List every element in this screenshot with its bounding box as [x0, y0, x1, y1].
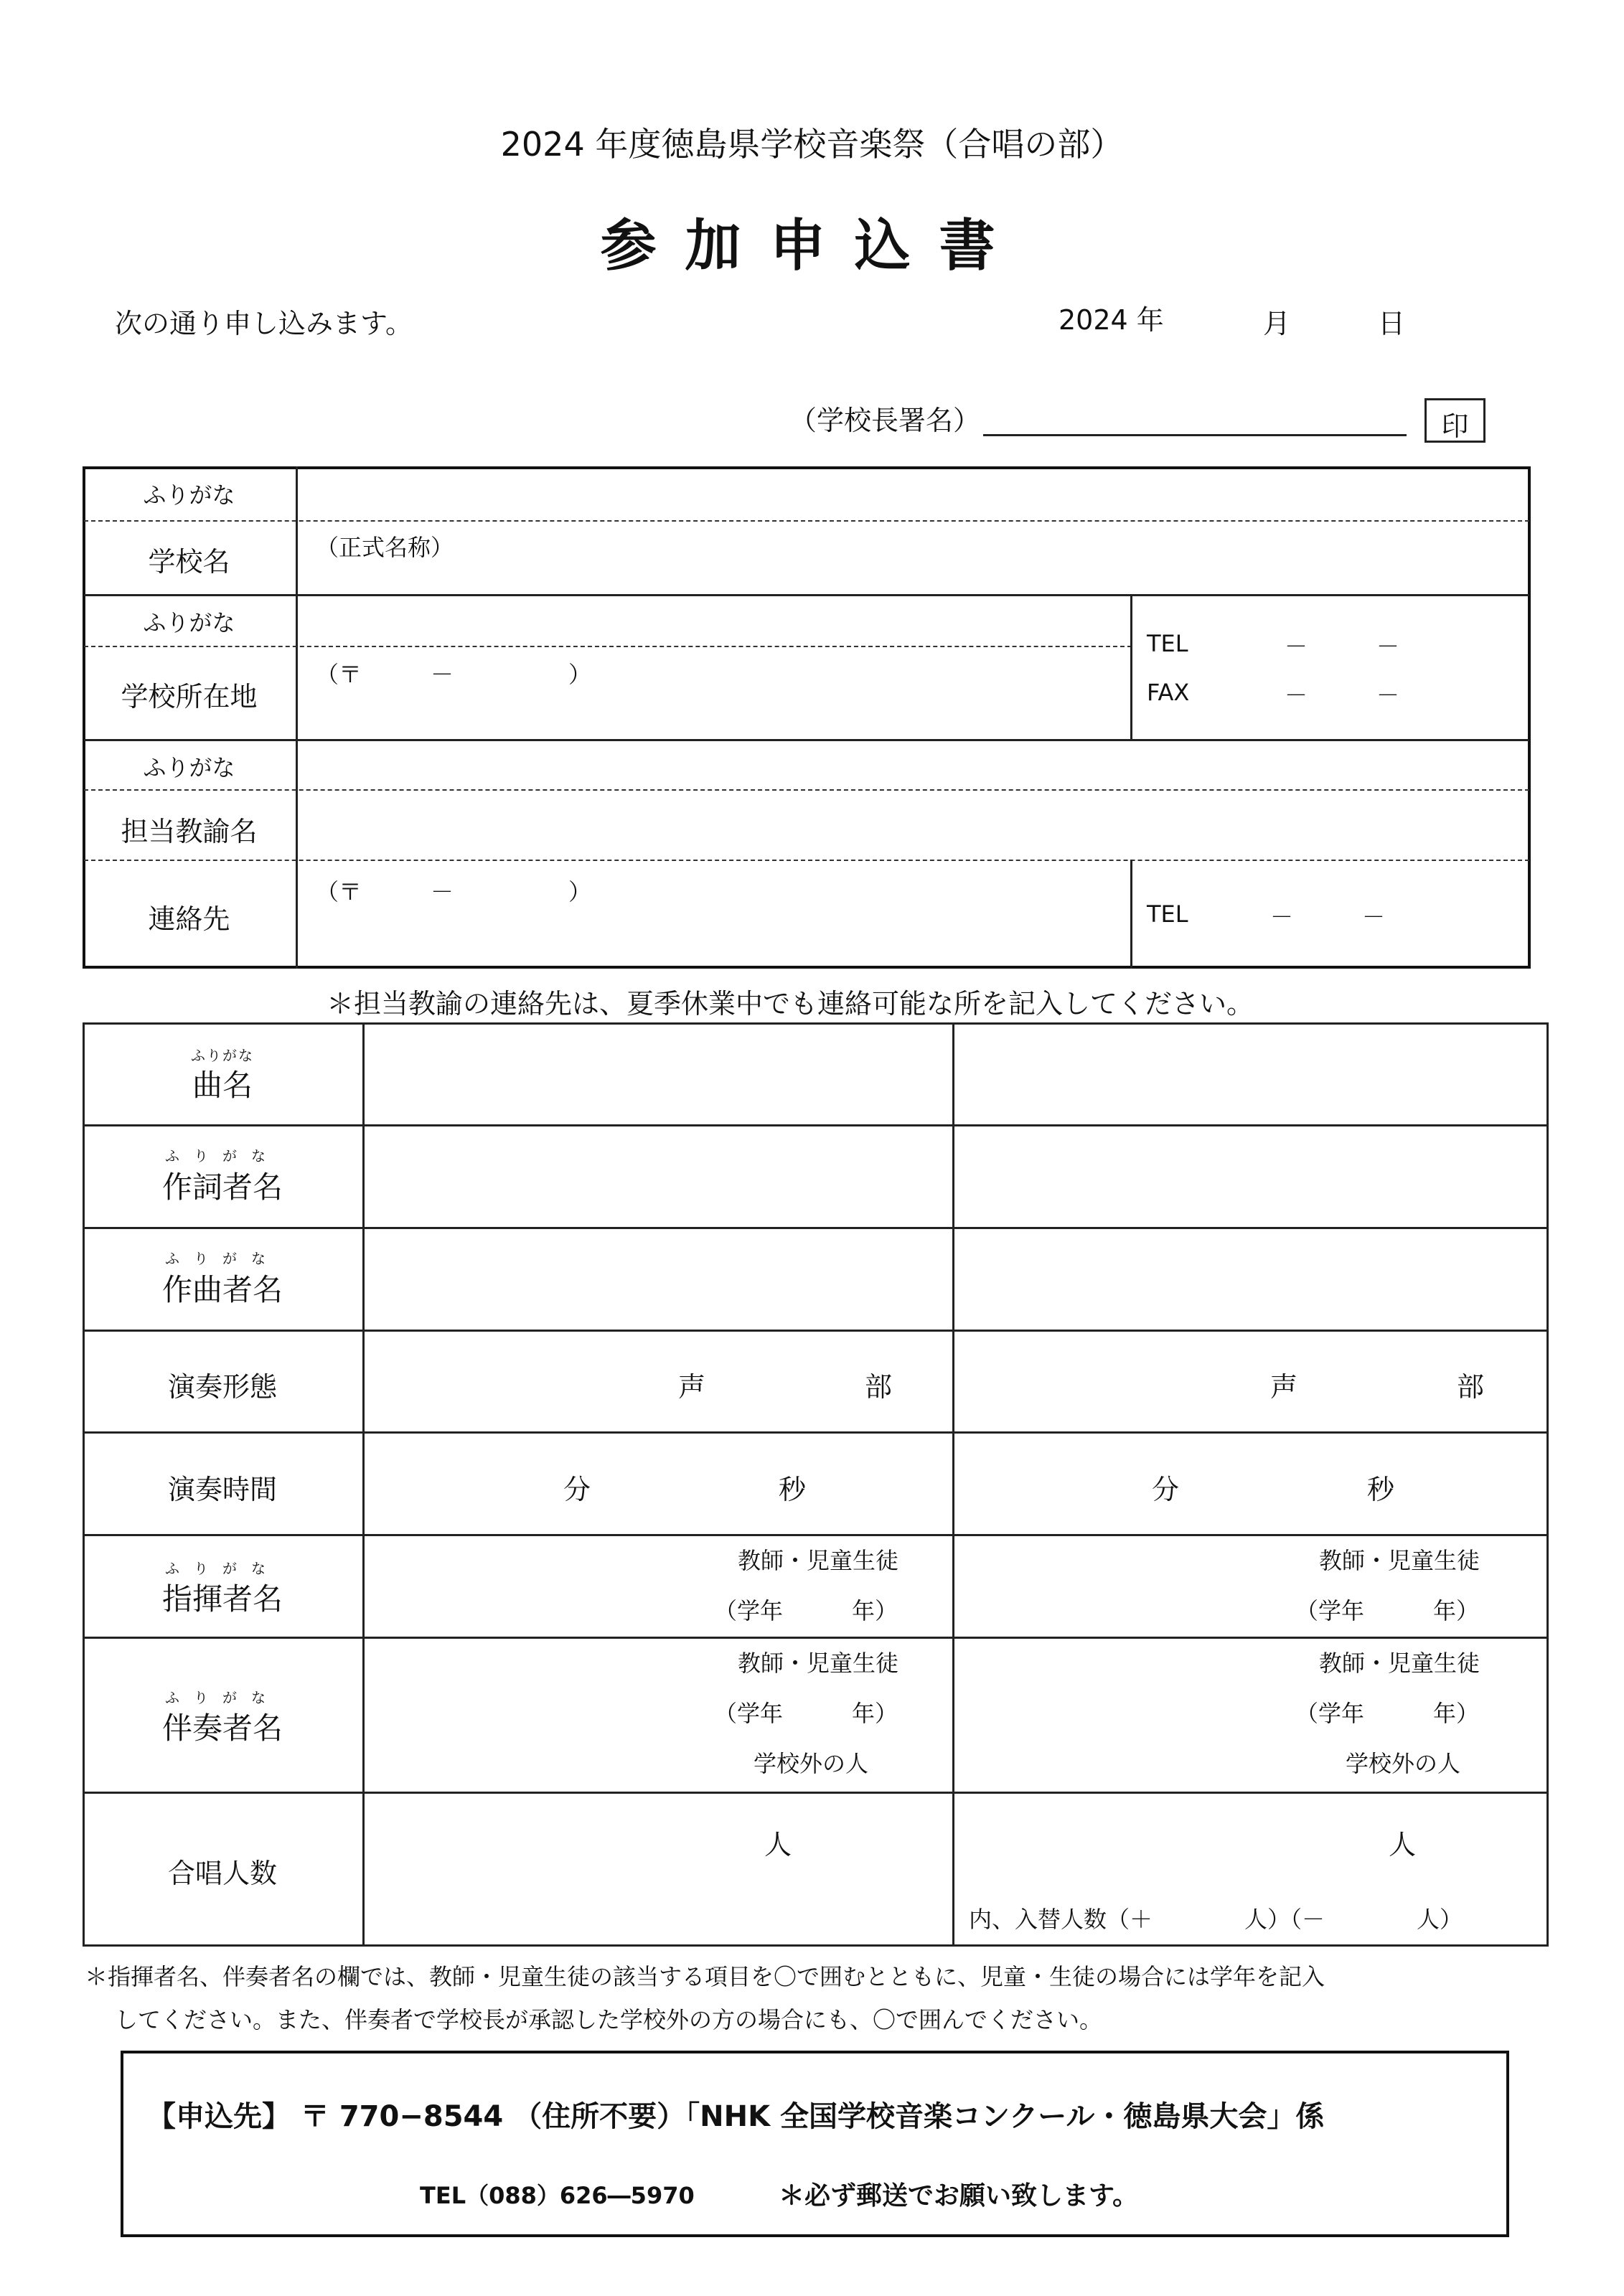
ruby-composer: ふりがな [165, 1250, 280, 1267]
composer-label: 作曲者名 [161, 1272, 283, 1307]
address-postal: （〒 － ） [316, 661, 592, 688]
song2-title-field[interactable] [954, 1024, 1546, 1123]
instruction-note-line1: ＊指揮者名、伴奏者名の欄では、教師・児童生徒の該当する項目を〇で囲むとともに、児童・生徒の場合には学年を記入 [85, 1963, 1325, 1990]
furigana-label-address: ふりがな [143, 609, 235, 636]
substitute-count-text: 内、入替人数（＋ 人）（－ 人） [969, 1906, 1463, 1933]
contact-tel-format: － － [1270, 903, 1386, 931]
contact-note: ＊担当教諭の連絡先は、夏季休業中でも連絡可能な所を記入してください。 [327, 988, 1254, 1020]
date-month: 月 [1263, 308, 1291, 339]
performance-time-label: 演奏時間 [167, 1474, 277, 1505]
song1-composer-field[interactable] [365, 1229, 951, 1328]
address-label: 学校所在地 [121, 681, 258, 712]
contact-address-field[interactable] [298, 861, 1129, 966]
song1-persons-unit: 人 [764, 1829, 792, 1860]
song2-voice-unit: 声 [1270, 1371, 1298, 1403]
ruby-lyricist: ふりがな [165, 1147, 280, 1165]
teacher-name-label: 担当教諭名 [121, 816, 258, 847]
chorus-count-label: 合唱人数 [167, 1858, 277, 1889]
ruby-conductor: ふりがな [165, 1560, 280, 1577]
date-year: 2024 年 [1059, 304, 1164, 336]
song1-minutes-unit: 分 [563, 1474, 591, 1505]
ruby-accompanist: ふりがな [165, 1689, 280, 1706]
ruby-title: ふりがな [191, 1047, 254, 1064]
song-title-label: 曲名 [192, 1068, 253, 1103]
song1-accompanist-outside[interactable]: 学校外の人 [754, 1750, 869, 1777]
contact-postal: （〒 － ） [316, 878, 592, 905]
song2-conductor-grade: （学年 年） [1295, 1597, 1480, 1624]
song2-accompanist-outside[interactable]: 学校外の人 [1346, 1750, 1461, 1777]
song1-accompanist-grade: （学年 年） [714, 1700, 898, 1727]
song2-part-unit: 部 [1457, 1371, 1485, 1403]
song2-conductor-type[interactable]: 教師・児童生徒 [1319, 1547, 1480, 1574]
song1-title-field[interactable] [365, 1024, 951, 1123]
address-field[interactable] [298, 648, 1129, 738]
intro-text: 次の通り申し込みます。 [115, 308, 413, 339]
song1-part-unit: 部 [865, 1371, 893, 1403]
song2-composer-field[interactable] [954, 1229, 1546, 1328]
contact-label: 連絡先 [148, 903, 230, 935]
form-subtitle: 2024 年度徳島県学校音楽祭（合唱の部） [500, 125, 1124, 164]
song2-persons-unit: 人 [1389, 1829, 1417, 1860]
song1-seconds-unit: 秒 [779, 1474, 807, 1505]
principal-signature-label: （学校長署名） [789, 405, 981, 436]
mail-only-note: ＊必ず郵送でお願い致します。 [779, 2181, 1139, 2211]
official-name-note: （正式名称） [316, 534, 454, 561]
song2-accompanist-type[interactable]: 教師・児童生徒 [1319, 1650, 1480, 1677]
furigana-label-teacher: ふりがな [143, 754, 235, 781]
date-day: 日 [1378, 308, 1406, 339]
song1-accompanist-type[interactable]: 教師・児童生徒 [738, 1650, 899, 1677]
instruction-note-line2: してください。また、伴奏者で学校長が承認した学校外の方の場合にも、〇で囲んでください。 [115, 2006, 1103, 2033]
song2-lyricist-field[interactable] [954, 1126, 1546, 1225]
song2-minutes-unit: 分 [1152, 1474, 1180, 1505]
school-fax-label: FAX [1147, 679, 1190, 706]
song2-seconds-unit: 秒 [1367, 1474, 1395, 1505]
song2-accompanist-grade: （学年 年） [1295, 1700, 1480, 1727]
song1-lyricist-field[interactable] [365, 1126, 951, 1225]
song1-conductor-grade: （学年 年） [714, 1597, 898, 1624]
lyricist-label: 作詞者名 [161, 1170, 283, 1205]
contact-tel-label: TEL [1147, 900, 1188, 928]
school-tel-label: TEL [1147, 630, 1188, 657]
submission-address: 【申込先】 〒 770−8544 （住所不要）「NHK 全国学校音楽コンクール・徳島県大会」係 [147, 2100, 1325, 2133]
conductor-label: 指揮者名 [161, 1581, 283, 1617]
school-name-field[interactable] [298, 522, 1528, 593]
school-fax-format: － － [1285, 682, 1400, 709]
seal-label: 印 [1441, 410, 1469, 442]
song1-conductor-type[interactable]: 教師・児童生徒 [738, 1547, 899, 1574]
school-tel-format: － － [1285, 633, 1400, 660]
performance-form-label: 演奏形態 [167, 1371, 277, 1403]
submission-tel: TEL（088）626―5970 [420, 2182, 695, 2209]
furigana-label-school: ふりがな [143, 481, 235, 509]
school-name-label: 学校名 [148, 546, 230, 578]
song1-voice-unit: 声 [678, 1371, 706, 1403]
form-title: 参加申込書 [600, 214, 1024, 278]
teacher-name-field[interactable] [298, 791, 1528, 858]
accompanist-label: 伴奏者名 [161, 1711, 283, 1746]
principal-signature-line[interactable] [983, 434, 1407, 436]
